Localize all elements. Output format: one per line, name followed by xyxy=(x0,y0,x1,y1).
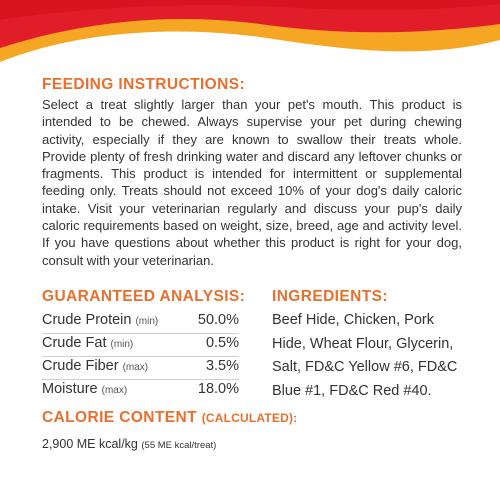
analysis-row-fat xyxy=(42,334,239,357)
analysis-row-protein xyxy=(42,311,239,334)
analysis-label: Moisture xyxy=(42,381,98,397)
analysis-label: Crude Protein xyxy=(42,312,132,328)
feeding-instructions-text: Select a treat slightly larger than your pet's mouth. This product is intended to be chewed. Always supervise your pet during chewing activity, especially if they are known to swallow their treats whole. Provide plenty of fresh drinking water and discard any leftover chunks or fragments. This product is intended for intermittent or supplemental feeding only. Treats should not exceed 10% of your dog's daily caloric intake. Visit your veterinarian regularly and discuss your pup's daily caloric requirements based on weight, size, breed, age and activity level. If you have questions about whether this product is right for your dog, consult with your veterinarian. xyxy=(42,97,462,268)
guaranteed-analysis-heading: GUARANTEED ANALYSIS: xyxy=(42,288,246,305)
analysis-qualifier: (max) xyxy=(101,385,128,396)
analysis-label-cell xyxy=(42,311,158,329)
analysis-row-fiber xyxy=(42,357,239,380)
calorie-content-heading xyxy=(42,409,297,427)
analysis-qualifier: (min) xyxy=(135,316,159,327)
calorie-per-treat: (55 ME kcal/treat) xyxy=(141,440,217,451)
analysis-label: Crude Fiber xyxy=(42,358,119,374)
analysis-value: 50.0% xyxy=(197,312,239,328)
analysis-row-moisture xyxy=(42,380,239,402)
analysis-label: Crude Fat xyxy=(42,335,107,351)
analysis-value: 18.0% xyxy=(197,381,239,397)
calorie-qualifier: (CALCULATED): xyxy=(201,411,298,425)
ingredients-list: Beef Hide, Chicken, Pork Hide, Wheat Flour, Glycerin, Salt, FD&C Yellow #6, FD&C Blue #1, FD&C Red #40. xyxy=(272,312,458,399)
calorie-title: CALORIE CONTENT xyxy=(42,409,197,426)
guaranteed-analysis-table xyxy=(42,311,239,402)
analysis-value: 3.5% xyxy=(205,358,239,374)
analysis-label-cell xyxy=(42,357,148,375)
analysis-label-cell xyxy=(42,334,133,352)
analysis-label-cell xyxy=(42,380,127,398)
analysis-qualifier: (min) xyxy=(110,339,134,350)
analysis-value: 0.5% xyxy=(205,335,239,351)
feeding-instructions-heading: FEEDING INSTRUCTIONS: xyxy=(42,76,246,93)
ingredients-heading: INGREDIENTS: xyxy=(272,288,388,305)
calorie-value: 2,900 ME kcal/kg xyxy=(42,437,138,451)
decorative-wave-banner xyxy=(0,0,500,80)
analysis-qualifier: (max) xyxy=(122,362,149,373)
calorie-content-value xyxy=(42,437,216,451)
